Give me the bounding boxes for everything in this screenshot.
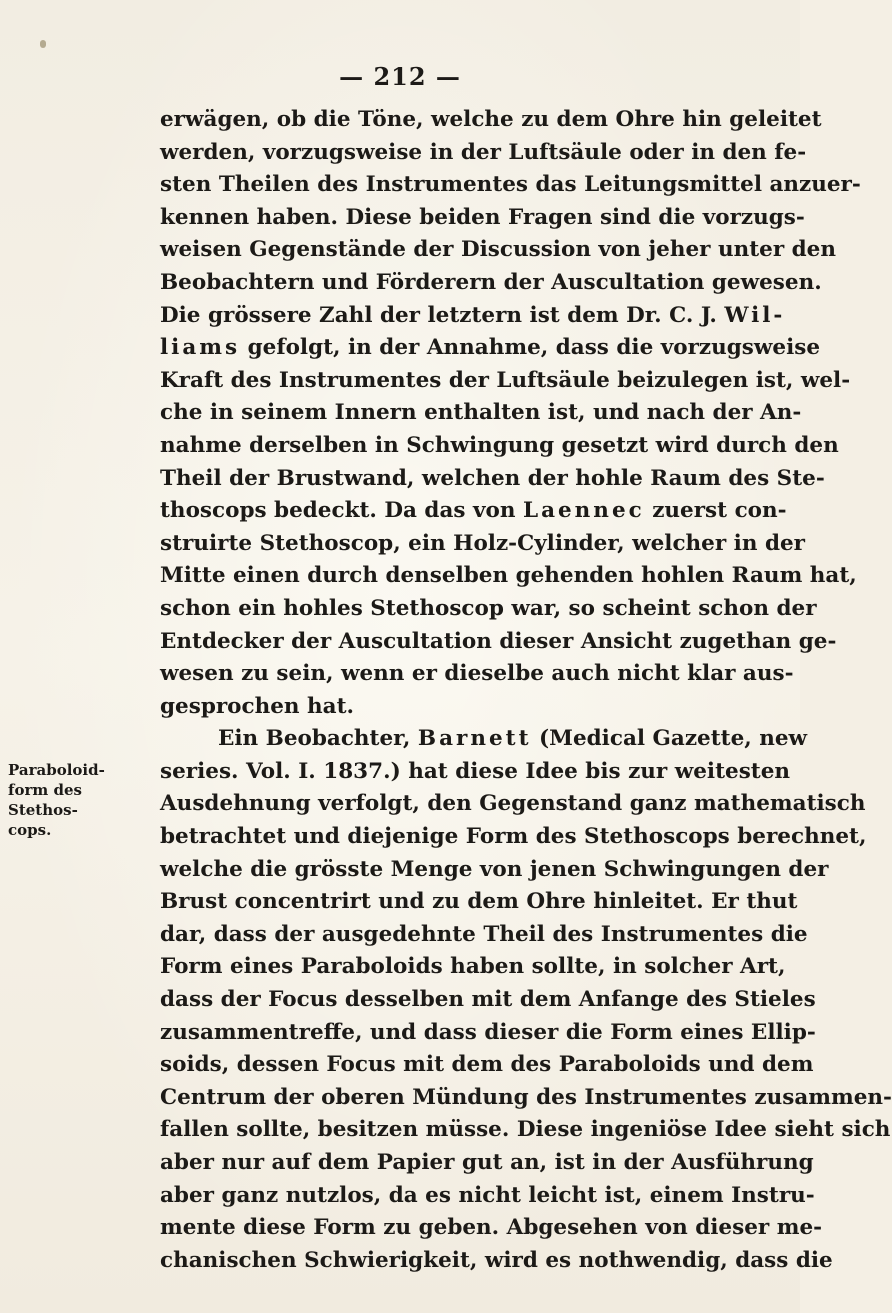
text-line [160, 919, 808, 952]
text-run: zusammentreffe, und dass dieser die Form eines Ellip- [160, 1019, 816, 1045]
text-run: Die grössere Zahl der letztern ist dem Dr. C. J. [160, 302, 725, 328]
text-run: Ein Beobachter, [218, 726, 418, 752]
spaced-name: Barnett [417, 726, 532, 752]
text-run: soids, dessen Focus mit dem des Paraboloids und dem [160, 1052, 814, 1078]
text-line [160, 300, 786, 333]
text-line [160, 202, 805, 235]
spaced-name: liams [160, 335, 241, 361]
margin-note-line: Stethos- [8, 801, 78, 819]
paper-speck [40, 40, 46, 48]
text-run: struirte Stethoscop, ein Holz-Cylinder, welcher in der [160, 530, 805, 556]
text-line [160, 528, 805, 561]
text-line [160, 430, 839, 463]
spaced-name: Wil- [724, 302, 786, 328]
text-run: Beobachtern und Förderern der Auscultation gewesen. [160, 269, 822, 295]
text-line [160, 951, 786, 984]
text-run: chanischen Schwierigkeit, wird es nothwendig, dass die [160, 1247, 833, 1273]
text-line [160, 104, 822, 137]
text-line [160, 1245, 833, 1278]
text-run: Form eines Paraboloids haben sollte, in solcher Art, [160, 954, 786, 980]
margin-note-line: Paraboloid- [8, 761, 105, 779]
text-line [160, 397, 802, 430]
text-run: Brust concentrirt und zu dem Ohre hinleitet. Er thut [160, 889, 798, 915]
text-line [160, 463, 825, 496]
text-line [160, 267, 822, 300]
text-run: betrachtet und diejenige Form des Stethoscops berechnet, [160, 824, 867, 850]
text-run: Kraft des Instrumentes der Luftsäule beizulegen ist, wel- [160, 367, 851, 393]
text-run: Ausdehnung verfolgt, den Gegenstand ganz mathematisch [160, 791, 866, 817]
text-run: weisen Gegenstände der Discussion von jeher unter den [160, 237, 836, 263]
text-run: welche die grösste Menge von jenen Schwingungen der [160, 856, 829, 882]
text-line [160, 234, 836, 267]
text-run: Centrum der oberen Mündung des Instrumentes zusammen- [160, 1084, 892, 1110]
text-line [160, 495, 787, 528]
text-run: werden, vorzugsweise in der Luftsäule oder in den fe- [160, 139, 807, 165]
text-line [160, 137, 807, 170]
text-run: Theil der Brustwand, welchen der hohle Raum des Ste- [160, 465, 825, 491]
text-line [160, 1180, 815, 1213]
text-run: nahme derselben in Schwingung gesetzt wird durch den [160, 432, 839, 458]
text-run: che in seinem Innern enthalten ist, und nach der An- [160, 400, 802, 426]
text-run: (Medical Gazette, new [531, 726, 808, 752]
text-run: Entdecker der Auscultation dieser Ansicht zugethan ge- [160, 628, 837, 654]
text-line [160, 658, 794, 691]
text-run: wesen zu sein, wenn er dieselbe auch nicht klar aus- [160, 661, 794, 687]
text-line [160, 1049, 814, 1082]
body-text [160, 104, 892, 1277]
text-line [160, 788, 866, 821]
text-run: zuerst con- [644, 498, 787, 524]
text-run: series. Vol. I. 1837.) hat diese Idee bis zur weitesten [160, 758, 791, 784]
text-run: aber nur auf dem Papier gut an, ist in der Ausführung [160, 1150, 814, 1175]
text-line [160, 593, 817, 626]
text-line [160, 560, 857, 593]
text-line [160, 691, 780, 724]
text-line [160, 169, 861, 202]
text-line [160, 854, 829, 887]
text-run: thoscops bedeckt. Da das von [160, 498, 523, 524]
text-line [160, 1147, 814, 1180]
text-line [160, 1114, 891, 1147]
text-run: Mitte einen durch denselben gehenden hohlen Raum hat, [160, 563, 857, 589]
text-run: erwägen, ob die Töne, welche zu dem Ohre hin geleitet [160, 107, 822, 132]
text-run: dass der Focus desselben mit dem Anfange des Stieles [160, 987, 816, 1013]
text-run: gefolgt, in der Annahme, dass die vorzugsweise [240, 335, 821, 361]
text-run: mente diese Form zu geben. Abgesehen von dieser me- [160, 1215, 823, 1241]
text-run: sten Theilen des Instrumentes das Leitungsmittel anzuer- [160, 172, 861, 198]
text-run: dar, dass der ausgedehnte Theil des Instrumentes die [160, 921, 808, 947]
text-run: schon ein hohles Stethoscop war, so scheint schon der [160, 595, 817, 621]
margin-note-line: cops. [8, 821, 52, 839]
page-number: — 212 — [339, 62, 461, 91]
text-run: fallen sollte, besitzen müsse. Diese ingeniöse Idee sieht sich [160, 1117, 891, 1143]
text-run: aber ganz nutzlos, da es nicht leicht ist, einem Instru- [160, 1182, 815, 1208]
margin-note [8, 760, 118, 840]
spaced-name: Laennec [522, 498, 645, 524]
text-line [160, 1082, 892, 1115]
text-line [160, 1017, 816, 1050]
text-line [160, 365, 851, 398]
text-line [160, 984, 816, 1017]
text-line [160, 332, 821, 365]
text-line [160, 1212, 823, 1245]
text-line [160, 886, 798, 919]
text-line [160, 626, 837, 659]
margin-note-line: form des [8, 781, 82, 799]
text-line [160, 756, 791, 789]
text-line [160, 723, 808, 756]
text-run: gesprochen hat. [160, 693, 355, 719]
text-run: kennen haben. Diese beiden Fragen sind die vorzugs- [160, 204, 805, 230]
text-line [160, 821, 867, 854]
